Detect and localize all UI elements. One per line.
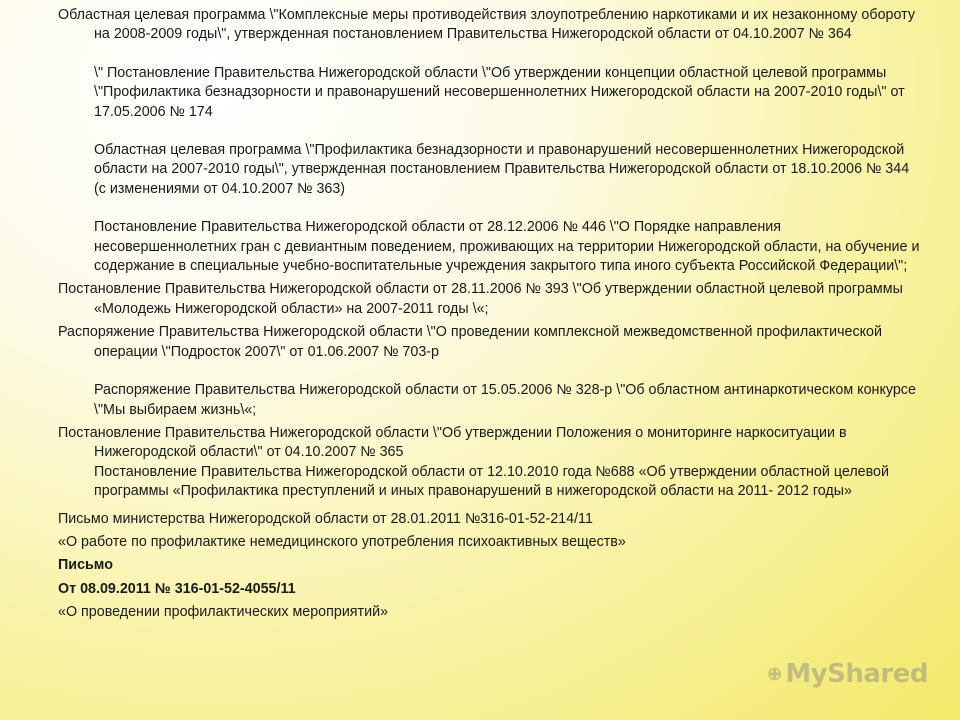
paragraph-resolution-174: \" Постановление Правительства Нижегородской области \"Об утверждении концепции областной целевой программы \"Профилактика безнадзорности и правонарушений несовершеннолетних Нижегородской области на 2007-2010 годы\" от 17.05.2006 № 174	[94, 64, 905, 120]
paragraph-letter-heading: Письмо	[58, 557, 113, 574]
myshared-logo-icon	[768, 656, 781, 692]
paragraph-resolution-393: Постановление Правительства Нижегородской области от 28.11.2006 № 393 \"Об утверждении областной целевой программы «Молодежь Нижегородской области» на 2007-2011 годы \«;	[58, 281, 903, 317]
paragraph-order-328: Распоряжение Правительства Нижегородской области от 15.05.2006 № 328-р \"Об областном антинаркотическом конкурсе \"Мы выбираем жизнь\«;	[94, 382, 916, 418]
paragraph-resolution-446: Постановление Правительства Нижегородской области от 28.12.2006 № 446 \"О Порядке направления несовершеннолетних гран с девиантным поведением, проживающих на территории Нижегородской области, на обучение и содержание в специальные учебно-воспитательные учреждения закрытого типа иного субъекта Российской Федерации\";	[94, 219, 920, 275]
paragraph-order-703: Распоряжение Правительства Нижегородской области \"О проведении комплексной межведомственной профилактической операции \"Подросток 2007\" от 01.06.2007 № 703-р	[58, 324, 882, 360]
myshared-watermark	[768, 654, 928, 694]
paragraph-program-2007-2010: Областная целевая программа \"Профилактика безнадзорности и правонарушений несовершеннолетних Нижегородской области на 2007-2010 годы\", утвержденная постановлением Правительства Нижегородской области от 18.10.2006 № 344 (с изменениями от 04.10.2007 № 363)	[94, 142, 910, 197]
paragraph-resolution-365: Постановление Правительства Нижегородской области \"Об утверждении Положения о мониторинге наркоситуации в Нижегородской области\" от 04.10.2007 № 365	[58, 424, 847, 461]
paragraph-letter-214-title: «О работе по профилактике немедицинского употребления психоактивных веществ»	[58, 533, 626, 550]
watermark-text: MyShared	[785, 659, 928, 689]
paragraph-program-2008-2009: Областная целевая программа \"Комплексные меры противодействия злоупотреблению наркотиками и их незаконному обороту на 2008-2009 годы\", утвержденная постановлением Правительства Нижегородской области от 04.10.2007 № 364	[58, 7, 915, 43]
paragraph-resolution-688: Постановление Правительства Нижегородской области от 12.10.2010 года №688 «Об утверждении областной целевой программы «Профилактика преступлений и иных правонарушений в нижегородской области на 2011- 2012 годы»	[94, 463, 889, 500]
paragraph-letter-4055: От 08.09.2011 № 316-01-52-4055/11	[58, 580, 296, 597]
paragraph-letter-214: Письмо министерства Нижегородской области от 28.01.2011 №316-01-52-214/11	[58, 510, 593, 527]
paragraph-letter-4055-title: «О проведении профилактических мероприятий»	[58, 604, 389, 621]
document-body	[58, 6, 920, 623]
